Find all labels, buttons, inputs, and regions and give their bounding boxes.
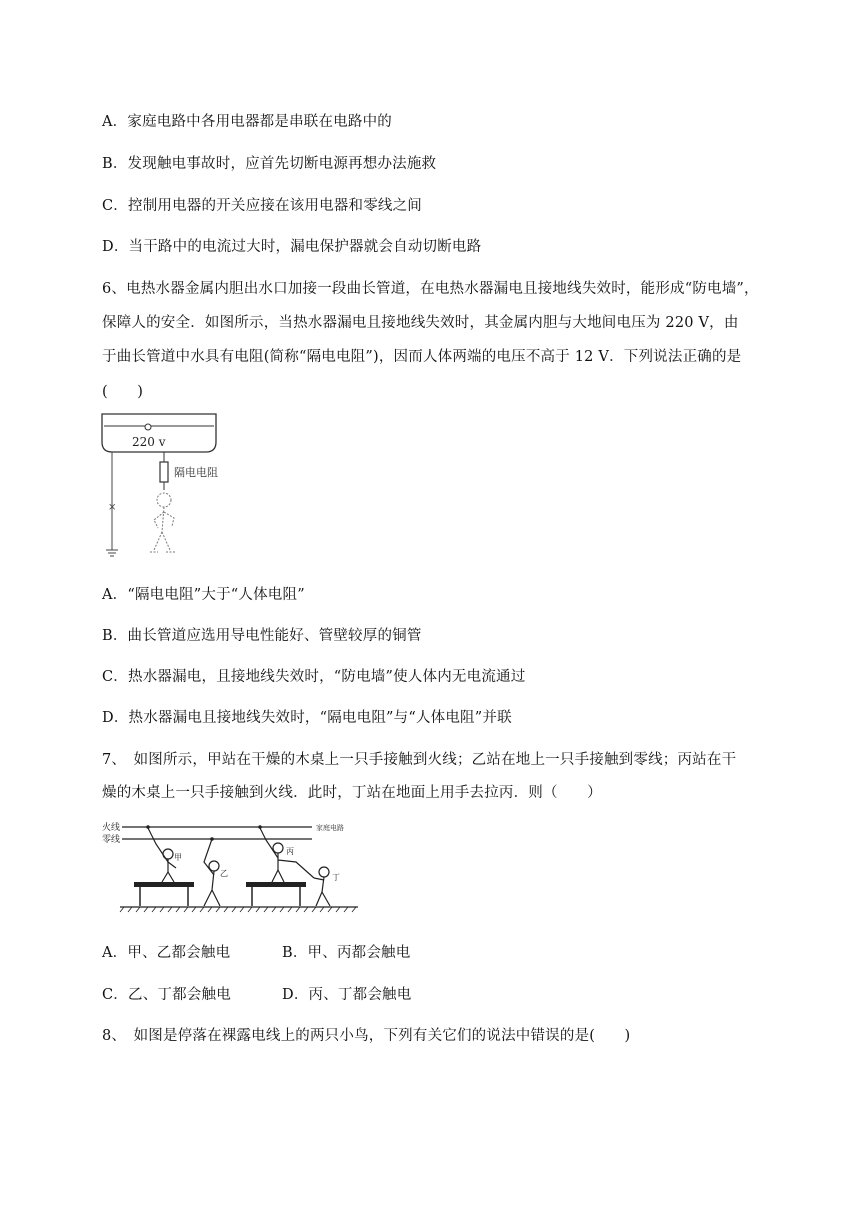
person-ding-icon [314, 867, 330, 906]
circuit-label: 家庭电路 [316, 824, 344, 832]
person-yi-label: 乙 [220, 869, 228, 878]
q7-stem-line-1: 7、 如图所示，甲站在干燥的木桌上一只手接触到火线；乙站在地上一只手接触到零线；丙站在干 [102, 752, 737, 768]
person-yi-icon [204, 839, 220, 906]
person-ding-label: 丁 [332, 873, 340, 882]
q6-option-c: C．热水器漏电，且接地线失效时，“防电墙”使人体内无电流通过 [102, 669, 526, 685]
q7-option-c: C．乙、丁都会触电 [102, 987, 231, 1003]
person-bing-label: 丙 [286, 847, 294, 856]
q5-option-a: A．家庭电路中各用电器都是串联在电路中的 [102, 114, 392, 130]
q7-option-b: B．甲、丙都会触电 [282, 945, 411, 961]
isolation-resistor-label: 隔电电阻 [174, 466, 218, 479]
person-jia-icon [148, 828, 176, 882]
q5-option-d: D．当干路中的电流过大时，漏电保护器就会自动切断电路 [102, 239, 482, 255]
q6-option-a: A．“隔电电阻”大于“人体电阻” [102, 587, 305, 603]
q6-answer-blank: ( ) [102, 384, 144, 400]
neutral-wire-label: 零线 [102, 835, 121, 845]
household-circuit-figure [100, 818, 366, 916]
q7-stem-line-2: 燥的木桌上一只手接触到火线．此时，丁站在地面上用手去拉丙．则（ ） [102, 785, 602, 801]
isolation-resistor [160, 462, 168, 482]
person-jia-label: 甲 [174, 853, 182, 862]
q7-option-a: A．甲、乙都会触电 [102, 945, 231, 961]
broken-ground-mark: × [108, 502, 117, 513]
heater-voltage-label: 220 v [132, 435, 166, 449]
q5-option-b: B．发现触电事故时，应首先切断电源再想办法施救 [102, 156, 437, 172]
q8-stem-line-1: 8、 如图是停落在裸露电线上的两只小鸟，下列有关它们的说法中错误的是( ) [102, 1028, 631, 1044]
person-icon [150, 493, 176, 552]
q6-stem-line-2: 保障人的安全．如图所示，当热水器漏电且接地线失效时，其金属内胆与大地间电压为 220 V，由 [102, 315, 739, 331]
q6-option-b: B．曲长管道应选用导电性能好、管壁较厚的铜管 [102, 628, 422, 644]
water-heater-figure [98, 410, 238, 562]
live-wire-label: 火线 [102, 823, 121, 833]
q6-stem-line-1: 6、电热水器金属内胆出水口加接一段曲长管道，在电热水器漏电且接地线失效时，能形成“防电墙”， [102, 281, 759, 297]
q7-option-d: D．丙、丁都会触电 [282, 987, 412, 1003]
q6-stem-line-3: 于曲长管道中水具有电阻(简称“隔电电阻”)，因而人体两端的电压不高于 12 V．下列说法正确的是 [102, 349, 742, 365]
q6-option-d: D．热水器漏电且接地线失效时，“隔电电阻”与“人体电阻”并联 [102, 710, 512, 726]
q5-option-c: C．控制用电器的开关应接在该用电器和零线之间 [102, 198, 422, 214]
